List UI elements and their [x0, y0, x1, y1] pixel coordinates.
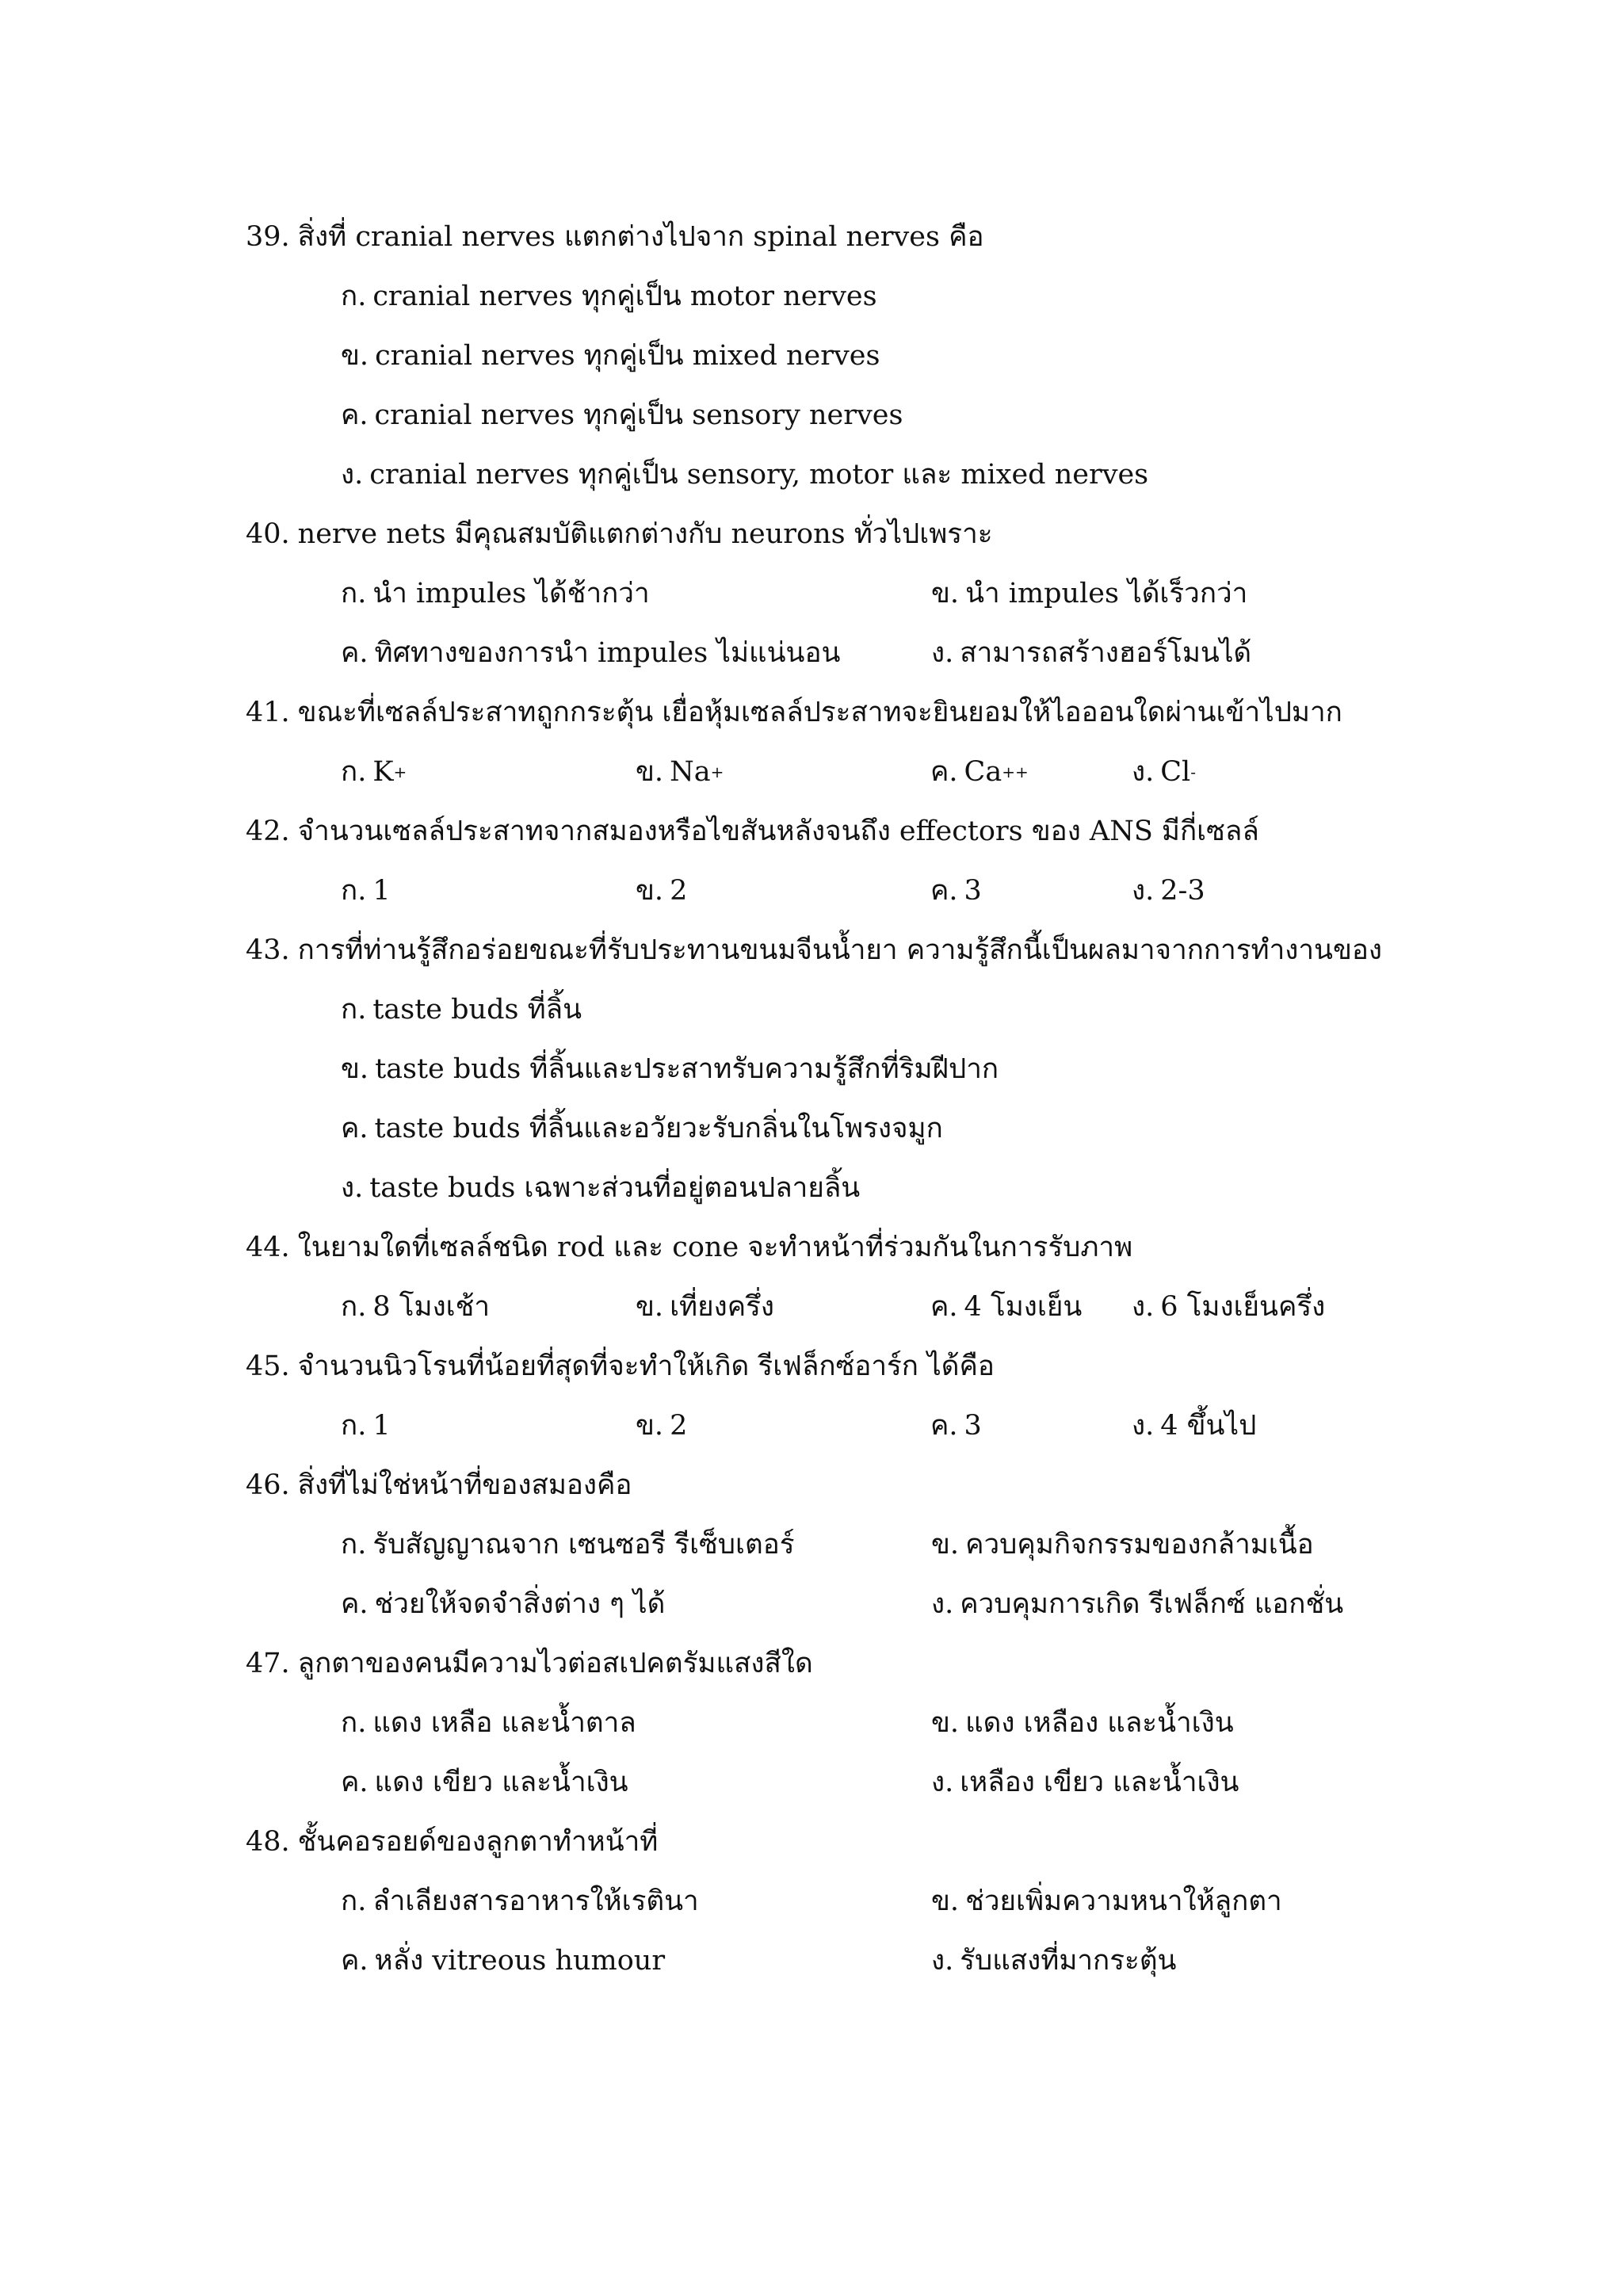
option-text: 1	[372, 1410, 391, 1442]
option-b: ข. Na +	[636, 756, 724, 788]
option-text: ลำเลียงสารอาหารให้เรตินา	[372, 1885, 699, 1917]
option-b	[636, 877, 930, 905]
option-c	[930, 1412, 1132, 1440]
option-label: ก.	[341, 578, 367, 609]
option-text: ช่วยเพิ่มความหนาให้ลูกตา	[965, 1885, 1282, 1917]
option-row	[341, 1753, 1395, 1813]
option-label: ก.	[341, 756, 367, 788]
option-text: แดง เขียว และน้ำเงิน	[374, 1767, 628, 1798]
option-c	[930, 877, 1132, 905]
option-a	[341, 877, 636, 905]
option-row	[341, 445, 1395, 505]
option-row	[341, 743, 1395, 802]
option-label: ค.	[341, 637, 369, 669]
question-stem	[246, 1337, 1395, 1396]
option-row	[341, 1396, 1395, 1456]
question-stem	[246, 802, 1395, 861]
option-text: รับแสงที่มากระตุ้น	[960, 1945, 1177, 1977]
option-label: ค.	[930, 875, 958, 907]
option-label: ก.	[341, 1291, 367, 1323]
option-text: 3	[964, 875, 982, 907]
option-c	[341, 1947, 931, 1975]
option-b	[341, 1053, 1395, 1085]
option-text: taste buds เฉพาะส่วนที่อยู่ตอนปลายลิ้น	[369, 1172, 861, 1204]
option-label: ง.	[341, 459, 364, 491]
question-number: 45.	[246, 1350, 290, 1382]
option-label: ข.	[931, 578, 960, 609]
option-text: ช่วยให้จดจำสิ่งต่าง ๆ ได้	[374, 1588, 666, 1620]
option-text: ทิศทางของการนำ impules ไม่แน่นอน	[374, 637, 841, 669]
option-d	[931, 637, 1395, 669]
question-stem	[246, 921, 1395, 980]
question-41	[246, 683, 1395, 802]
option-text: taste buds ที่ลิ้นและอวัยวะรับกลิ่นในโพรงจมูก	[374, 1113, 943, 1144]
option-row	[341, 564, 1395, 624]
question-number: 48.	[246, 1826, 290, 1858]
option-d	[1132, 1412, 1393, 1440]
option-text: Na	[670, 756, 711, 788]
question-text: ขณะที่เซลล์ประสาทถูกกระตุ้น เยื่อหุ้มเซลล์ประสาทจะยินยอมให้ไอออนใดผ่านเข้าไปมาก	[297, 697, 1342, 728]
option-c	[341, 637, 931, 669]
question-40	[246, 505, 1395, 683]
option-text: cranial nerves ทุกคู่เป็น mixed nerves	[375, 340, 880, 372]
option-label: ก.	[341, 1707, 367, 1739]
option-row	[341, 267, 1395, 327]
option-b	[636, 1412, 930, 1440]
option-d	[1132, 877, 1393, 905]
option-text: Ca	[964, 756, 1002, 788]
option-label: ค.	[341, 1767, 369, 1798]
option-label: ข.	[636, 1291, 664, 1323]
option-label: ค.	[930, 1291, 958, 1323]
option-row	[341, 1931, 1395, 1991]
option-a	[341, 1531, 931, 1559]
option-row	[341, 980, 1395, 1040]
option-group	[246, 564, 1395, 683]
option-label: ก.	[341, 875, 367, 907]
question-48	[246, 1813, 1395, 1991]
question-stem	[246, 1634, 1395, 1694]
option-label: ง.	[931, 637, 954, 669]
question-number: 46.	[246, 1469, 290, 1501]
option-label: ข.	[931, 1529, 960, 1561]
question-stem	[246, 208, 1395, 267]
option-b	[931, 1707, 1395, 1739]
option-text: นำ impules ได้เร็วกว่า	[965, 578, 1248, 609]
question-39	[246, 208, 1395, 505]
option-group	[246, 1515, 1395, 1634]
option-text: Cl	[1160, 756, 1191, 788]
option-label: ง.	[1132, 756, 1155, 788]
option-text: cranial nerves ทุกคู่เป็น sensory nerves	[374, 399, 903, 431]
option-row	[341, 327, 1395, 386]
question-text: ชั้นคอรอยด์ของลูกตาทำหน้าที่	[297, 1826, 659, 1858]
question-stem	[246, 1218, 1395, 1278]
option-a	[341, 283, 1395, 311]
option-label: ก.	[341, 994, 367, 1026]
option-row	[341, 1159, 1395, 1218]
question-text: ลูกตาของคนมีความไวต่อสเปคตรัมแสงสีใด	[297, 1648, 813, 1679]
option-text: 3	[964, 1410, 982, 1442]
question-list	[246, 208, 1395, 1991]
option-label: ค.	[930, 756, 958, 788]
option-row	[341, 861, 1395, 921]
option-label: ก.	[341, 1885, 367, 1917]
option-d	[341, 461, 1395, 489]
option-text: 1	[372, 875, 391, 907]
option-text: รับสัญญาณจาก เซนซอรี รีเซ็บเตอร์	[372, 1529, 795, 1561]
question-number: 40.	[246, 518, 290, 550]
option-text: K	[372, 756, 394, 788]
option-d: ง. Cl -	[1132, 756, 1196, 788]
option-group	[246, 1278, 1395, 1337]
option-label: ก.	[341, 281, 367, 312]
question-stem	[246, 1813, 1395, 1872]
option-row	[341, 1694, 1395, 1753]
option-label: ค.	[930, 1410, 958, 1442]
option-c	[930, 1293, 1132, 1321]
option-a	[341, 1293, 636, 1321]
option-b	[636, 1293, 930, 1321]
option-b	[931, 580, 1395, 608]
option-d	[1132, 1293, 1393, 1321]
option-label: ง.	[1132, 875, 1155, 907]
option-row	[341, 1575, 1395, 1634]
option-b	[341, 342, 1395, 370]
option-text: taste buds ที่ลิ้น	[372, 994, 582, 1026]
option-label: ค.	[341, 1113, 369, 1144]
option-label: ข.	[341, 340, 369, 372]
option-label: ง.	[931, 1945, 954, 1977]
option-label: ข.	[636, 1410, 664, 1442]
option-group	[246, 1396, 1395, 1456]
question-text: จำนวนนิวโรนที่น้อยที่สุดที่จะทำให้เกิด รีเฟล็กซ์อาร์ก ได้คือ	[297, 1350, 995, 1382]
option-label: ค.	[341, 1588, 369, 1620]
option-label: ง.	[931, 1767, 954, 1798]
question-number: 47.	[246, 1648, 290, 1679]
option-text: แดง เหลือง และน้ำเงิน	[965, 1707, 1234, 1739]
question-text: nerve nets มีคุณสมบัติแตกต่างกับ neurons ทั่วไปเพราะ	[297, 518, 993, 550]
option-text: taste buds ที่ลิ้นและประสาทรับความรู้สึกที่ริมฝีปาก	[375, 1053, 999, 1085]
option-label: ง.	[931, 1588, 954, 1620]
option-text: หลั่ง vitreous humour	[374, 1945, 666, 1977]
question-45	[246, 1337, 1395, 1456]
option-text: นำ impules ได้ช้ากว่า	[372, 578, 650, 609]
option-b	[931, 1885, 1395, 1917]
option-text: 2-3	[1160, 875, 1205, 907]
option-c	[341, 1588, 931, 1620]
option-group	[246, 267, 1395, 505]
option-row	[341, 1515, 1395, 1575]
option-a	[341, 580, 931, 608]
option-group	[246, 980, 1395, 1218]
option-row	[341, 386, 1395, 445]
option-c	[341, 1769, 931, 1797]
question-number: 39.	[246, 221, 290, 253]
option-label: ก.	[341, 1529, 367, 1561]
option-text: ควบคุมกิจกรรมของกล้ามเนื้อ	[965, 1529, 1314, 1561]
option-label: ข.	[341, 1053, 369, 1085]
option-group	[246, 743, 1395, 802]
question-number: 41.	[246, 697, 290, 728]
question-number: 42.	[246, 816, 290, 847]
option-a	[341, 996, 1395, 1024]
question-stem	[246, 1456, 1395, 1515]
option-c: ค. Ca ++	[930, 756, 1029, 788]
option-label: ข.	[931, 1707, 960, 1739]
option-a	[341, 1885, 931, 1917]
option-text: 2	[670, 875, 688, 907]
question-46	[246, 1456, 1395, 1634]
option-c	[341, 399, 1395, 431]
question-text: การที่ท่านรู้สึกอร่อยขณะที่รับประทานขนมจีนน้ำยา ความรู้สึกนี้เป็นผลมาจากการทำงานของ	[297, 934, 1382, 966]
question-stem	[246, 683, 1395, 743]
question-number: 43.	[246, 934, 290, 966]
option-a	[341, 1412, 636, 1440]
question-stem	[246, 505, 1395, 564]
option-c	[341, 1115, 1395, 1143]
option-d	[931, 1769, 1395, 1797]
option-group	[246, 1872, 1395, 1991]
option-label: ง.	[1132, 1291, 1155, 1323]
option-text: แดง เหลือ และน้ำตาล	[372, 1707, 636, 1739]
question-text: สิ่งที่ไม่ใช่หน้าที่ของสมองคือ	[297, 1469, 632, 1501]
option-label: ก.	[341, 1410, 367, 1442]
option-text: 8 โมงเช้า	[372, 1291, 491, 1323]
option-d	[931, 1588, 1395, 1620]
option-text: สามารถสร้างฮอร์โมนได้	[960, 637, 1252, 669]
option-text: 2	[670, 1410, 688, 1442]
option-row	[341, 1099, 1395, 1159]
option-text: cranial nerves ทุกคู่เป็น sensory, motor และ mixed nerves	[369, 459, 1149, 491]
option-d	[931, 1947, 1395, 1975]
question-number: 44.	[246, 1232, 290, 1263]
option-a: ก. K +	[341, 756, 407, 788]
option-label: ง.	[1132, 1410, 1155, 1442]
option-group	[246, 861, 1395, 921]
option-text: เที่ยงครึ่ง	[670, 1291, 774, 1323]
option-text: เหลือง เขียว และน้ำเงิน	[960, 1767, 1239, 1798]
option-label: ข.	[636, 875, 664, 907]
option-row	[341, 624, 1395, 683]
option-label: ง.	[341, 1172, 364, 1204]
option-row	[341, 1278, 1395, 1337]
option-text: cranial nerves ทุกคู่เป็น motor nerves	[372, 281, 877, 312]
question-text: สิ่งที่ cranial nerves แตกต่างไปจาก spinal nerves คือ	[297, 221, 984, 253]
question-43	[246, 921, 1395, 1218]
option-text: 4 โมงเย็น	[964, 1291, 1083, 1323]
question-47	[246, 1634, 1395, 1813]
option-label: ข.	[931, 1885, 960, 1917]
option-a	[341, 1707, 931, 1739]
option-label: ค.	[341, 399, 369, 431]
question-text: ในยามใดที่เซลล์ชนิด rod และ cone จะทำหน้าที่ร่วมกันในการรับภาพ	[297, 1232, 1133, 1263]
question-text: จำนวนเซลล์ประสาทจากสมองหรือไขสันหลังจนถึง effectors ของ ANS มีกี่เซลล์	[297, 816, 1259, 847]
option-group	[246, 1694, 1395, 1813]
option-text: 4 ขึ้นไป	[1160, 1410, 1257, 1442]
option-text: ควบคุมการเกิด รีเฟล็กซ์ แอกชั่น	[960, 1588, 1344, 1620]
question-44	[246, 1218, 1395, 1337]
option-b	[931, 1531, 1395, 1559]
question-42	[246, 802, 1395, 921]
option-label: ข.	[636, 756, 664, 788]
option-d	[341, 1172, 1395, 1204]
option-row	[341, 1872, 1395, 1931]
option-row	[341, 1040, 1395, 1099]
option-text: 6 โมงเย็นครึ่ง	[1160, 1291, 1326, 1323]
option-label: ค.	[341, 1945, 369, 1977]
